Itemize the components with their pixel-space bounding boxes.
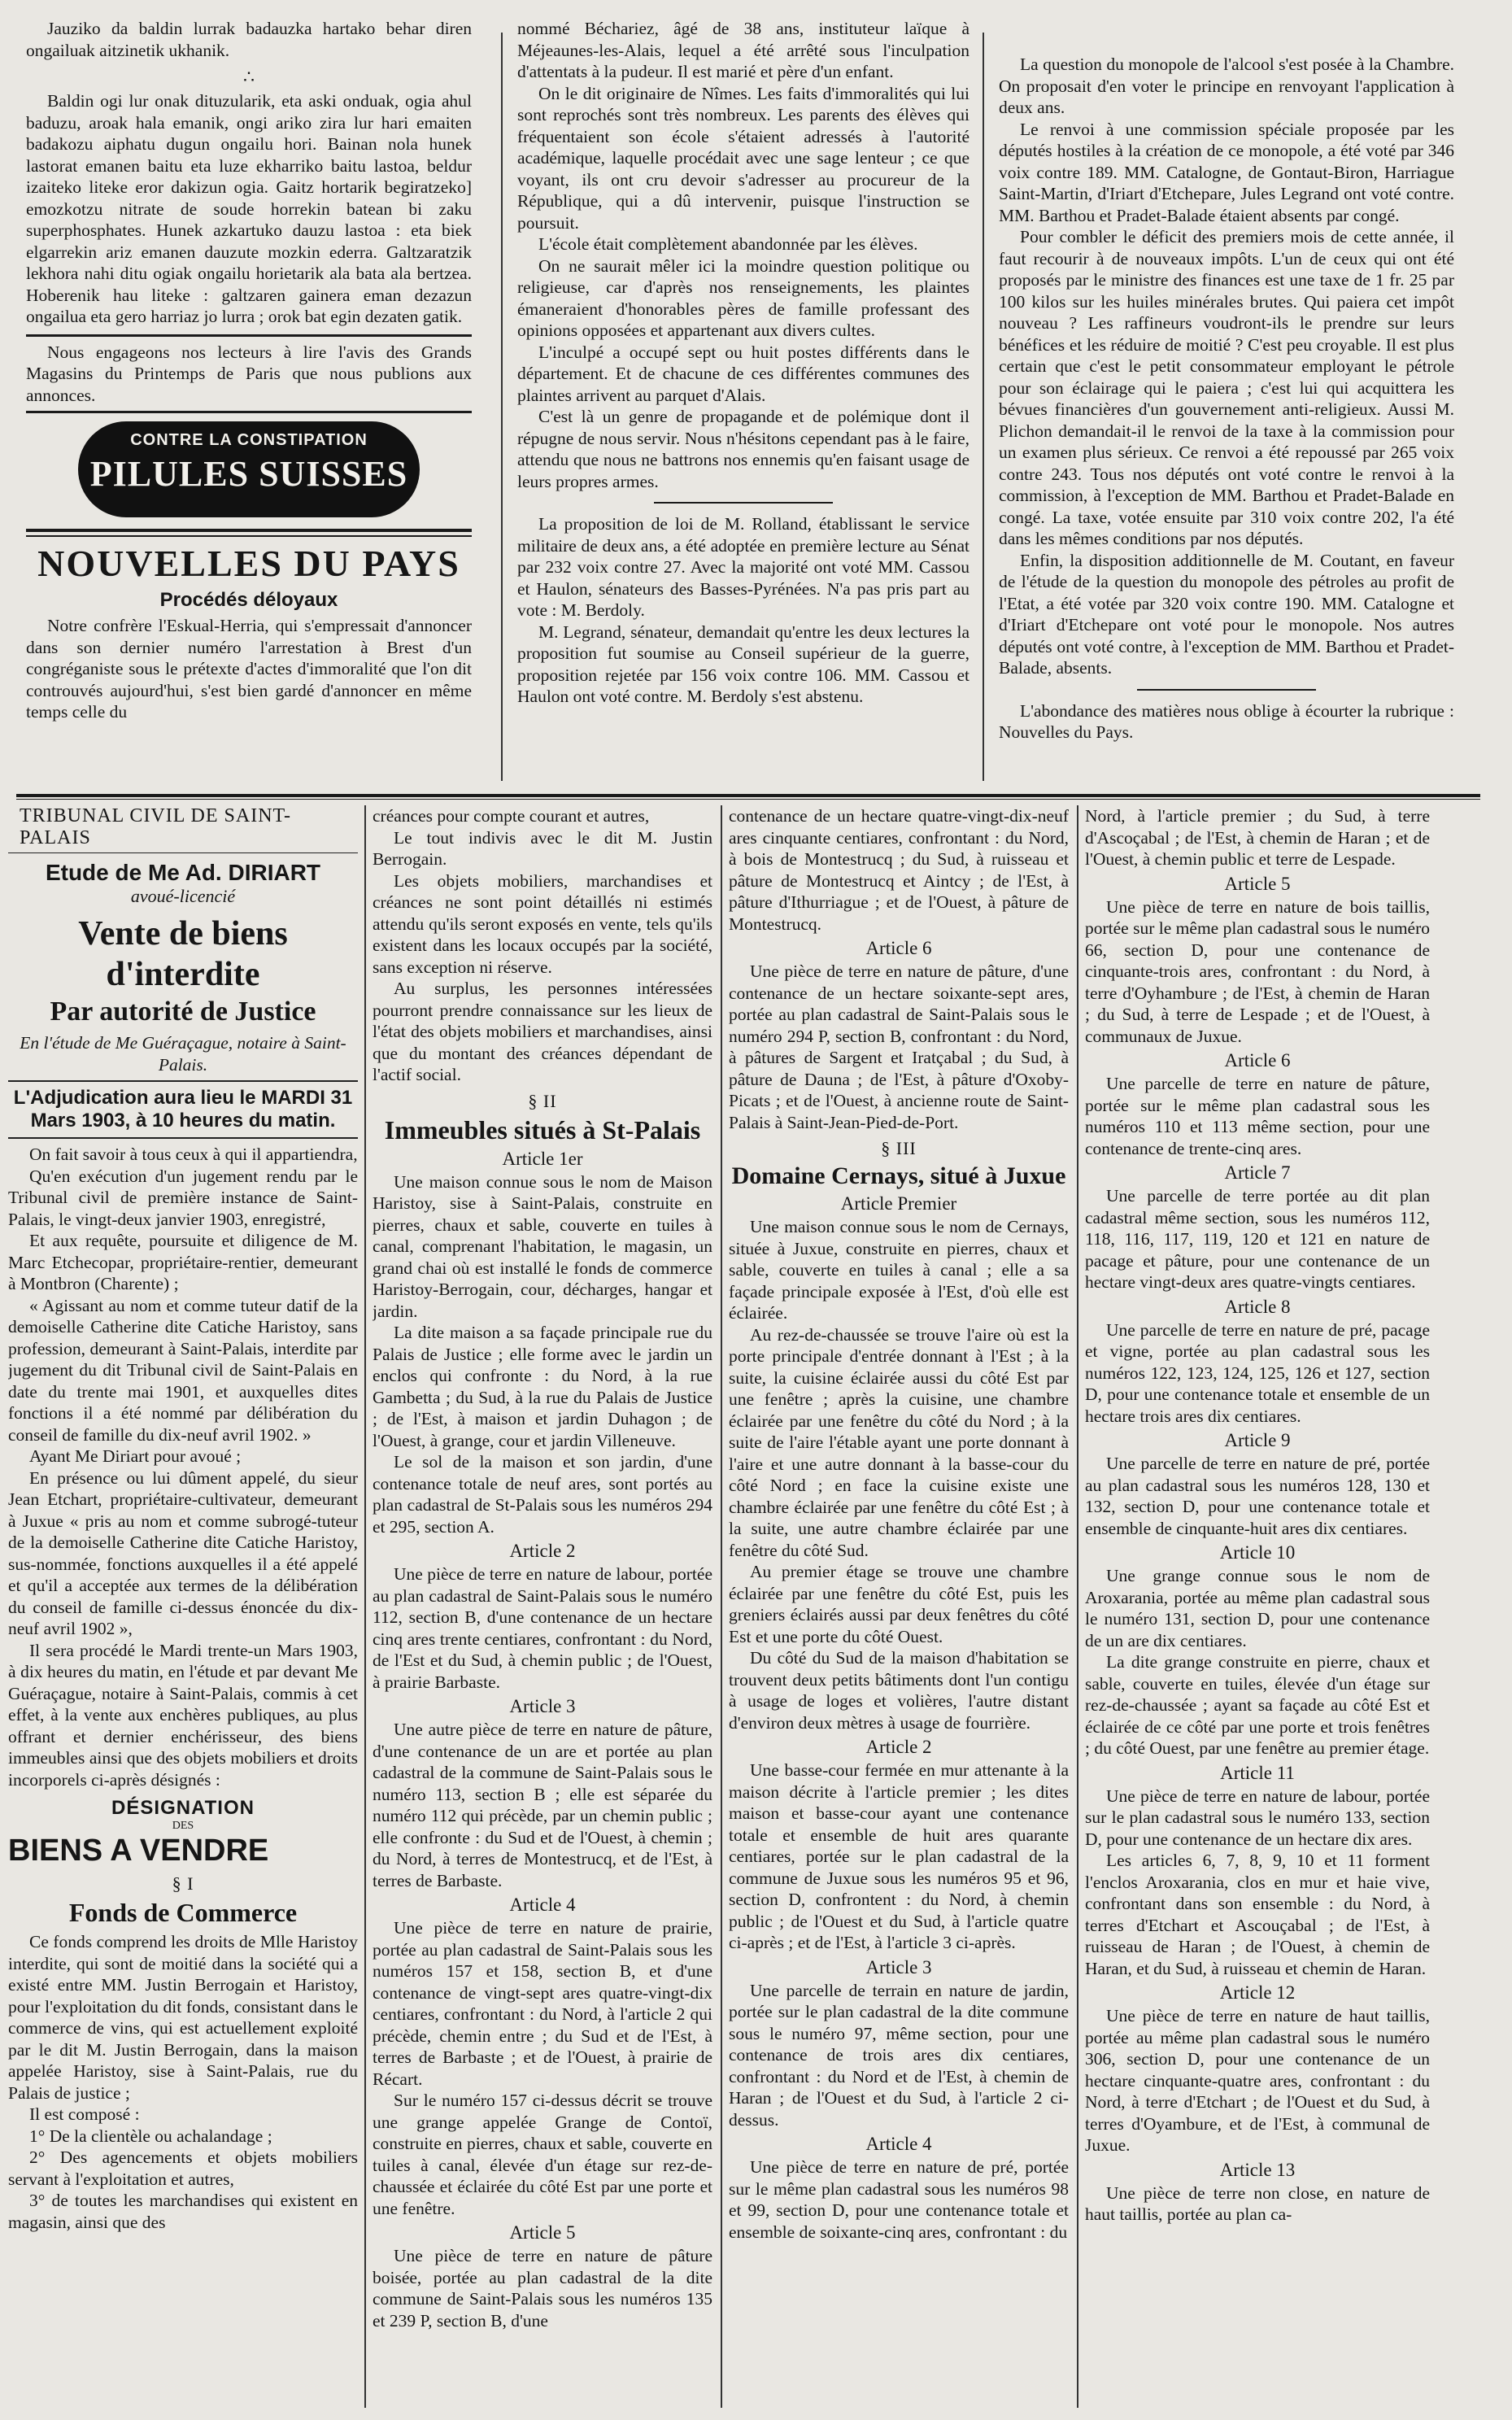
paragraph: M. Legrand, sénateur, demandait qu'entre les deux lectures la proposition fut soumise au Conseil supérieur de la guerre, proposition rejetée par 156 voix contre 106. MM. Cassou et Haulon ont voté contre. M. Berdoly s'est abstenu. — [517, 621, 970, 706]
article-heading: Article 6 — [1224, 1050, 1291, 1070]
paragraph: Le renvoi à une commission spéciale proposée par les députés hostiles à la création de ce monopole, a été voté par 346 voix contre 189. MM. Catalogne, de Gontaut-Biron, Harriague Saint-Martin, d'Iriart d'Etchepare, Jules Legrand ont voté contre. MM. Barthou et Pradet-Balade étaient absents par congé. — [999, 119, 1454, 225]
paragraph: La question du monopole de l'alcool s'est posée à la Chambre. On proposait d'en voter le principe en renvoyant l'application à deux ans. — [999, 55, 1454, 117]
column-rule — [1077, 805, 1078, 2408]
divider — [26, 411, 472, 413]
section-divider — [16, 794, 1480, 797]
paragraph: Enfin, la disposition additionnelle de M. Coutant, en faveur de l'étude de la question du monopole des pétroles au profit de l'Etat, a été votée par 320 voix contre 190. MM. Catalogne et d'Iriart d'Etchepare ont voté pour le monopole. Nos autres députés ont voté contre, à l'exception de MM. Barthou et Pradet-Balade, absents. — [999, 550, 1454, 678]
divider — [26, 535, 472, 537]
paragraph: En présence ou lui dûment appelé, du sieur Jean Etchart, propriétaire-cultivateur, demeurant à Juxue « pris au nom et comme subrogé-tuteur de la demoiselle Catherine dite Catiche Haristoy, sus-nommée, fonctions auxquelles il a été appelé et qu'il a acceptée aux termes de la délibération du conseil de famille ci-dessus énoncée du dix-neuf avril 1902 », — [8, 1467, 358, 1638]
section-3-marker: § III — [881, 1138, 917, 1158]
nouvelles-subheading: Procédés déloyaux — [159, 589, 338, 611]
paragraph: Au surplus, les personnes intéressées pourront prendre connaissance sur les lieux de l'état des objets mobiliers et marchandises, ainsi que du montant des créances dépendant de l'actif social. — [373, 979, 712, 1084]
adjudication-notice: L'Adjudication aura lieu le MARDI 31 Mars 1903, à 10 heures du matin. — [13, 1087, 353, 1132]
divider — [654, 502, 833, 504]
paragraph: Une parcelle de terrain en nature de jardin, portée sur le plan cadastral de la dite commune sous le numéro 97, même section, pour une contenance de trois ares dix centiares, confrontant : du Nord et de l'Est, à chemin de Haran ; de l'Ouest et du Sud, à l'article 2 ci-dessus. — [729, 1980, 1069, 2130]
article-heading: Article 8 — [1224, 1296, 1291, 1317]
basque-paragraph-2: Baldin ogi lur onak dituzularik, eta aski onduak, ogia ahul baduzu, aroak hala emanik, ongi ariko zira lur hari emaiten badakozu aiphatu dugun ongailu hori. Bainan nola hunek lastorat emanen baitu eta luze ekharriko baitu lastoa, beldur izaiteko liteke eror dakizun ogia. Gaitz hortarik begiratzeko] emozkotzu nitrate de soude horrekin batean bi zaku superphosphates. Hunek azkartuko dauzu lastoa : eta biek elgarrekin ariz emanen dauzute mozkin ederra. Galtzaratzik lekhora nahi ditu ogiak ongailu horietarik ala bata ala bertzea. Hoberenik hau liteke : galtzaren gainera eman dezazun ongailua eta gero harriaz jo lurra ; orok bat egin dezaten gatik. — [26, 91, 472, 326]
article-heading: Article 5 — [509, 2222, 576, 2243]
article-heading: Article 5 — [1224, 873, 1291, 894]
nouvelles-paragraph: Notre confrère l'Eskual-Herria, qui s'empressait d'annoncer dans son dernier numéro l'arrestation à Brest d'un congréganiste sous le prétexte d'actes d'immoralité que l'on dit controuvés aujourd'hui, s'est bien gardé d'annoncer en même temps celle du — [26, 616, 472, 722]
paragraph: Une pièce de terre en nature de labour, portée au plan cadastral de Saint-Palais sous le numéro 112, section B, d'une contenance de un hectare cinq ares trente centiares, confrontant : du Nord, de l'Est et du Sud, à chemin public ; de l'Ouest, à prairie Barbaste. — [373, 1564, 712, 1692]
article-heading: Article 2 — [509, 1541, 576, 1561]
paragraph: créances pour compte courant et autres, — [373, 806, 650, 826]
paragraph: Une pièce de terre en nature de bois taillis, portée sur le même plan cadastral sous le numéro 66, section D, pour une contenance de cinquante-trois ares, confrontant : du Nord, à terre d'Oyhambure ; de l'Est, à chemin de Haran ; du Sud, à terre de Lespade ; et de l'Ouest, à communaux de Juxue. — [1085, 896, 1430, 1046]
pill-ad-main-text: PILULES SUISSES — [89, 454, 408, 494]
paragraph: Qu'en exécution d'un jugement rendu par le Tribunal civil de première instance de Saint-Palais, le vingt-deux janvier 1903, enregistré, — [8, 1166, 358, 1229]
tribunal-header: TRIBUNAL CIVIL DE SAINT-PALAIS — [20, 805, 291, 848]
paragraph: Une pièce de terre en nature de pâture boisée, portée au plan cadastral de la dite commune de Saint-Palais sous les numéros 135 et 239 P, section B, d'une — [373, 2246, 712, 2331]
article-heading: Article 4 — [865, 2134, 932, 2154]
paragraph: nommé Béchariez, âgé de 38 ans, instituteur laïque à Méjeaunes-les-Alais, lequel a été arrêté sous l'inculpation d'attentats à la pudeur. Il est marié et père d'un enfant. — [517, 19, 970, 81]
paragraph: Une maison connue sous le nom de Cernays, située à Juxue, construite en pierres, chaux et sable, couverte en tuiles à canal ; elle a sa façade principale exposée à l'Est, d'où elle est éclairée. — [729, 1217, 1069, 1323]
paragraph: Une parcelle de terre en nature de pré, portée au plan cadastral sous les numéros 128, 130 et 132, section D, pour une contenance totale et ensemble de cinquante-huit ares dix centiares. — [1085, 1454, 1430, 1538]
paragraph: Une parcelle de terre en nature de pâture, portée sur le même plan cadastral sous les numéros 110 et 113 même section, pour une contenance de trente-cinq ares. — [1085, 1074, 1430, 1158]
paragraph: Les objets mobiliers, marchandises et créances ne sont point détaillés ni estimés attendu qu'ils seront exposés en vente, tels qu'ils existent dans les locaux occupés par la société, sans exception ni réserve. — [373, 870, 712, 977]
paragraph: Une basse-cour fermée en mur attenante à la maison décrite à l'article premier ; les dites maison et basse-cour ayant une contenance totale et ensemble de huit ares quarante centiares, portée sur le plan cadastral de la commune de Juxue sous les numéros 95 et 96, section D, confrontent : du Nord, à chemin public ; de l'Ouest et du Sud, à l'article quatre ci-après ; et de l'Est, à l'article 3 ci-après. — [729, 1760, 1069, 1952]
article-heading: Article 10 — [1219, 1542, 1296, 1563]
divider — [1137, 689, 1316, 691]
article-heading: Article 1er — [502, 1148, 583, 1169]
article-heading: Article 4 — [509, 1895, 576, 1915]
top-column-1 — [26, 18, 472, 783]
paragraph: Nord, à l'article premier ; du Sud, à terre d'Ascoçabal ; de l'Est, à chemin de Haran ; et de l'Ouest, à chemin public et terre de Lespade. — [1085, 806, 1430, 869]
advertisement-note: Nous engageons nos lecteurs à lire l'avis des Grands Magasins du Printemps de Paris que nous publions aux annonces. — [26, 342, 472, 405]
avoue-text: avoué-licencié — [130, 886, 236, 906]
paragraph: « Agissant au nom et comme tuteur datif de la demoiselle Catherine dite Catiche Haristoy, sans profession, demeurant à Saint-Palais, interdite par jugement du dit Tribunal civil de Saint-Palais en date du trente mai 1901, et auxquelles dites fonctions il a été nommé par délibération du conseil de famille du dix-neuf avril 1902. » — [8, 1295, 358, 1445]
column-rule — [721, 805, 722, 2408]
paragraph: Il sera procédé le Mardi trente-un Mars 1903, à dix heures du matin, en l'étude et par devant Me Guéraçague, notaire à Saint-Palais, commis à cet effet, à la vente aux enchères publiques, au plus offrant et dernier enchérisseur, des biens immeubles ainsi que des objets mobiliers et droits incorporels ci-après désignés : — [8, 1640, 358, 1790]
paragraph: L'abondance des matières nous oblige à écourter la rubrique : Nouvelles du Pays. — [999, 700, 1454, 742]
des-text: DES — [172, 1820, 194, 1832]
biens-heading: BIENS A VENDRE — [8, 1834, 269, 1868]
autorite-heading: Par autorité de Justice — [50, 996, 316, 1027]
paragraph: 2° Des agencements et objets mobiliers servant à l'exploitation et autres, — [8, 2147, 358, 2189]
article-heading: Article 3 — [509, 1696, 576, 1716]
paragraph: contenance de un hectare quatre-vingt-dix-neuf ares cinquante centiares, confrontant : du Nord, à bois de Montestrucq ; du Sud, à ruisseau et pâture de Montestrucq et Aintcy ; de l'Est, à pâture d'Ithurriague ; et de l'Ouest, à pâture de Montestrucq. — [729, 806, 1069, 934]
legal-notice-column-1 — [8, 805, 358, 2412]
legal-notice-column-4 — [1085, 805, 1430, 2412]
section-1-marker: § I — [172, 1873, 194, 1894]
paragraph: Une maison connue sous le nom de Maison Haristoy, sise à Saint-Palais, construite en pierres, chaux et sable, couverte en tuiles à canal, comprenant l'habitation, le magasin, un grand chai où est installé le fonds de commerce Haristoy-Berrogain, cour, décharges, hangar et jardin. — [373, 1171, 712, 1321]
article-heading: Article 3 — [865, 1956, 932, 1977]
paragraph: La dite grange construite en pierre, chaux et sable, couverte en tuiles, élevée d'un étage sur rez-de-chaussée ; ayant sa façade au côté Est et éclairée de ce côté par une porte et trois fenêtres ; du côté Ouest, par une fenêtre au premier étage. — [1085, 1652, 1430, 1758]
paragraph: Une parcelle de terre portée au dit plan cadastral même section, sous les numéros 112, 118, 116, 117, 119, 120 et 121 en nature de pacage et pâture, pour une contenance de un hectare vingt-deux ares quatre-vingts centiares. — [1085, 1186, 1430, 1292]
paragraph: Ayant Me Diriart pour avoué ; — [29, 1446, 242, 1466]
vente-heading: Vente de biens d'interdite — [78, 915, 288, 993]
paragraph: Il est composé : — [29, 2104, 140, 2124]
domaine-heading: Domaine Cernays, situé à Juxue — [731, 1162, 1066, 1189]
top-column-3 — [999, 54, 1454, 786]
column-rule — [364, 805, 366, 2408]
article-heading: Article 13 — [1219, 2159, 1296, 2180]
basque-paragraph-1: Jauziko da baldin lurrak badauzka hartako behar diren ongailuak aitzinetik ukhanik. — [26, 19, 472, 60]
paragraph: Ce fonds comprend les droits de Mlle Haristoy interdite, qui sont de moitié dans la société qui a existé entre MM. Justin Berrogain et Haristoy, pour l'exploitation du dit fonds, consistant dans le commerce de vins, qui est actuellement exploité par le dit M. Justin Berrogain, dans la maison appelée Haristoy, sise à Saint-Palais, rue du Palais de justice ; — [8, 1932, 358, 2103]
divider — [8, 1080, 358, 1082]
paragraph: La proposition de loi de M. Rolland, établissant le service militaire de deux ans, a été adoptée en première lecture au Sénat par 232 voix contre 27. Avec la majorité ont voté MM. Cassou et Haulon, sénateurs des Basses-Pyrénées. N'a pas pris part au vote : M. Berdoly. — [517, 514, 970, 620]
paragraph: Une autre pièce de terre en nature de pâture, d'une contenance de un are et portée au plan cadastral de la commune de Saint-Palais sous le numéro 113, section B ; elle est séparée du numéro 112 qui précède, par un chemin public ; elle confronte : du Sud et de l'Ouest, à chemin ; du Nord, à terres de Montestrucq, et de l'Est, à terres de Barbaste. — [373, 1720, 712, 1890]
paragraph: On le dit originaire de Nîmes. Les faits d'immoralités qui lui sont reprochés sont très nombreux. Les parents des élèves qui fréquentaient son école s'étaient adressés à l'autorité académique, laquelle procédait avec une sage lenteur ; ce que voyant, ils ont cru devoir s'adresser au procureur de la République, qui a dû intervenir, puisque l'instruction se poursuit. — [517, 83, 970, 233]
paragraph: Une pièce de terre en nature de haut taillis, portée au même plan cadastral sous le numéro 306, section D, pour une contenance de un hectare cinquante-quatre ares, confrontant : du Nord, à terre d'Etchart ; de l'Ouest et du Sud, à terres d'Oyambure, et de l'Est, à communal de Juxue. — [1085, 2006, 1430, 2155]
paragraph: Une pièce de terre en nature de pâture, d'une contenance de un hectare soixante-sept ares, portée au plan cadastral de Saint-Palais sous le numéro 294 P, section B, confrontant : du Nord, à pâtures de Sargent et Iratçabal ; du Sud, à pâture de Dauna ; de l'Est, à pâture d'Oxoby-Picats ; et de l'Ouest, à ancienne route de Saint-Palais à Saint-Jean-Pied-de-Port. — [729, 961, 1069, 1132]
paragraph: Une grange connue sous le nom de Aroxarania, portée au même plan cadastral sous le numéro 131, section D, pour une contenance de un are dix centiares. — [1085, 1566, 1430, 1650]
paragraph: Une pièce de terre en nature de prairie, portée au plan cadastral de Saint-Palais sous les numéros 157 et 158, section B, et d'une contenance de vingt-sept ares quatre-vingt-dix centiares, confrontant : du Nord, à l'article 2 qui précède, chemin entre ; du Sud et de l'Est, à terres de Barbaste ; et de l'Ouest, à prairie de Récart. — [373, 1918, 712, 2089]
section-divider — [16, 799, 1480, 800]
paragraph: On ne saurait mêler ici la moindre question politique ou religieuse, car d'après nos renseignements, les plaintes émaneraient d'honorables pères de famille professant des opinions opposées et appartenant aux divers cultes. — [517, 255, 970, 340]
article-heading: Article Premier — [840, 1193, 957, 1214]
paragraph: Du côté du Sud de la maison d'habitation se trouvent deux petits bâtiments dont l'un contigu à usage de loges et volières, l'autre distant d'environ deux mètres à usage de fourrière. — [729, 1648, 1069, 1733]
etude-notaire: En l'étude de Me Guéraçague, notaire à Saint-Palais. — [20, 1033, 346, 1075]
divider — [26, 529, 472, 532]
column-rule — [983, 33, 984, 781]
divider — [26, 334, 472, 337]
article-heading: Article 7 — [1224, 1162, 1291, 1183]
paragraph: Une parcelle de terre en nature de pré, pacage et vigne, portée au plan cadastral sous les numéros 122, 123, 124, 125, 126 et 127, section D, pour une contenance totale et ensemble de un hectare trois ares dix centiares. — [1085, 1319, 1430, 1426]
paragraph: La dite maison a sa façade principale rue du Palais de Justice ; elle forme avec le jardin un enclos qui confronte : du Nord, à la rue Gambetta ; du Sud, à la rue du Palais de Justice ; de l'Est, à maison et jardin Duhagon ; de l'Ouest, à grange, cour et jardin Villeneuve. — [373, 1323, 712, 1450]
article-heading: Article 11 — [1220, 1762, 1295, 1783]
nouvelles-du-pays-heading: NOUVELLES DU PAYS — [37, 543, 460, 584]
paragraph: Sur le numéro 157 ci-dessus décrit se trouve une grange appelée Grange de Contoï, construite en pierres, chaux et sable, couverte en tuiles à canal, élevée d'un étage sur rez-de-chaussée et éclairée du côté Est par une porte et une fenêtre. — [373, 2091, 712, 2218]
paragraph: Une pièce de terre en nature de pré, portée sur le même plan cadastral sous les numéros 98 et 99, section D, pour une contenance totale et ensemble de soixante-cinq ares, confrontant : du — [729, 2157, 1069, 2242]
legal-notice-column-2 — [373, 805, 712, 2412]
paragraph: Une pièce de terre non close, en nature de haut taillis, portée au plan ca- — [1085, 2182, 1430, 2224]
designation-heading: DÉSIGNATION — [111, 1797, 255, 1819]
paragraph: Une pièce de terre en nature de labour, portée sur le plan cadastral sous le numéro 133, section D, pour une contenance de un hectare dix ares. — [1085, 1786, 1430, 1849]
paragraph: L'inculpé a occupé sept ou huit postes différents dans le département. Et de chacune de ces différentes communes des plaintes arrivent au parquet d'Alais. — [517, 342, 970, 405]
paragraph: L'école était complètement abandonnée par les élèves. — [538, 234, 918, 254]
pill-ad-top-text: CONTRE LA CONSTIPATION — [130, 431, 368, 449]
separator-dots: ∴ — [243, 67, 255, 87]
paragraph: 3° de toutes les marchandises qui existent en magasin, ainsi que des — [8, 2191, 358, 2232]
divider — [8, 1137, 358, 1139]
column-rule — [501, 33, 503, 781]
section-2-marker: § II — [528, 1090, 557, 1111]
paragraph: Au premier étage se trouve une chambre éclairée par une fenêtre du côté Est, puis les greniers éclairés aussi par deux fenêtres du côté Est et une porte du côté Ouest. — [729, 1562, 1069, 1646]
article-heading: Article 2 — [865, 1737, 932, 1757]
paragraph: On fait savoir à tous ceux à qui il appartiendra, — [29, 1145, 358, 1164]
article-heading: Article 6 — [865, 938, 932, 958]
paragraph: C'est là un genre de propagande et de polémique dont il répugne de nous servir. Nous n'hésitons cependant pas à le faire, attendu que nous ne battrons nos ennemis qu'en faisant usage de leurs propres armes. — [517, 407, 970, 491]
paragraph: Les articles 6, 7, 8, 9, 10 et 11 forment l'enclos Aroxarania, clos en mur et haie vive, confrontant dans son ensemble : du Nord, à terres d'Etchart et Ascouçabal ; de l'Est, à ruisseau de Haran ; de l'Ouest, à chemin de Haran, et du Sud, à ruisseau et chemin de Haran. — [1085, 1851, 1430, 1978]
paragraph: Et aux requête, poursuite et diligence de M. Marc Etchecopar, propriétaire-rentier, demeurant à Montbron (Charente) ; — [8, 1231, 358, 1293]
pilules-suisses-ad — [78, 421, 420, 517]
paragraph: Le sol de la maison et son jardin, d'une contenance totale de neuf ares, sont portés au plan cadastral de St-Palais sous les numéros 294 et 295, section A. — [373, 1452, 712, 1537]
paragraph: Au rez-de-chaussée se trouve l'aire où est la porte principale d'entrée donnant à l'Est ; à la suite, la cuisine éclairée aussi du côté Est par une fenêtre ; après la cuisine, une chambre éclairée par une fenêtre du côté du Nord ; à la suite de l'aire l'étable ayant une porte donnant à l'aire et une autre donnant à la basse-cour du côté Nord ; en face la cuisine existe une chambre éclairée par une fenêtre du côté Est ; à la suite, une autre chambre éclairée par une fenêtre du côté Sud. — [729, 1324, 1069, 1560]
paragraph: Pour combler le déficit des premiers mois de cette année, il faut recourir à de nouveaux impôts. L'un de ceux qui ont été proposés par le ministre des finances est une taxe de 1 fr. 25 par 100 kilos sur les huiles minérales brutes. Qui paiera cet impôt nouveau ? Les raffineurs voudront-ils le prendre sur leurs bénéfices et les réduire de moitié ? C'est peu croyable. Il est plus certain que c'est le petit consommateur employant le pétrole pour son éclairage qui le paiera ; c'est lui qui acquittera les bévues financières d'un gouvernement anti-religieux. Aussi M. Plichon demandait-il le renvoi de la taxe à la commission pour un examen plus sérieux. Ce renvoi a été repoussé par 265 voix contre 243. Tous nos députés ont voté contre le renvoi à la commission, à l'exception de MM. Barthou et Pradet-Balade en congé. La taxe, votée ensuite par 310 voix contre 202, l'a été dans les mêmes conditions par nos députés. — [999, 227, 1454, 548]
divider — [8, 852, 358, 853]
legal-notice-column-3 — [729, 805, 1069, 2412]
paragraph: Le tout indivis avec le dit M. Justin Berrogain. — [373, 827, 712, 869]
fonds-heading: Fonds de Commerce — [68, 1898, 298, 1927]
immeubles-heading: Immeubles situés à St-Palais — [384, 1114, 701, 1145]
paragraph: 1° De la clientèle ou achalandage ; — [29, 2126, 272, 2146]
article-heading: Article 9 — [1224, 1430, 1291, 1450]
etude-heading: Etude de Me Ad. DIRIART — [45, 860, 321, 885]
top-column-2 — [517, 18, 970, 783]
article-heading: Article 12 — [1219, 1982, 1296, 2003]
